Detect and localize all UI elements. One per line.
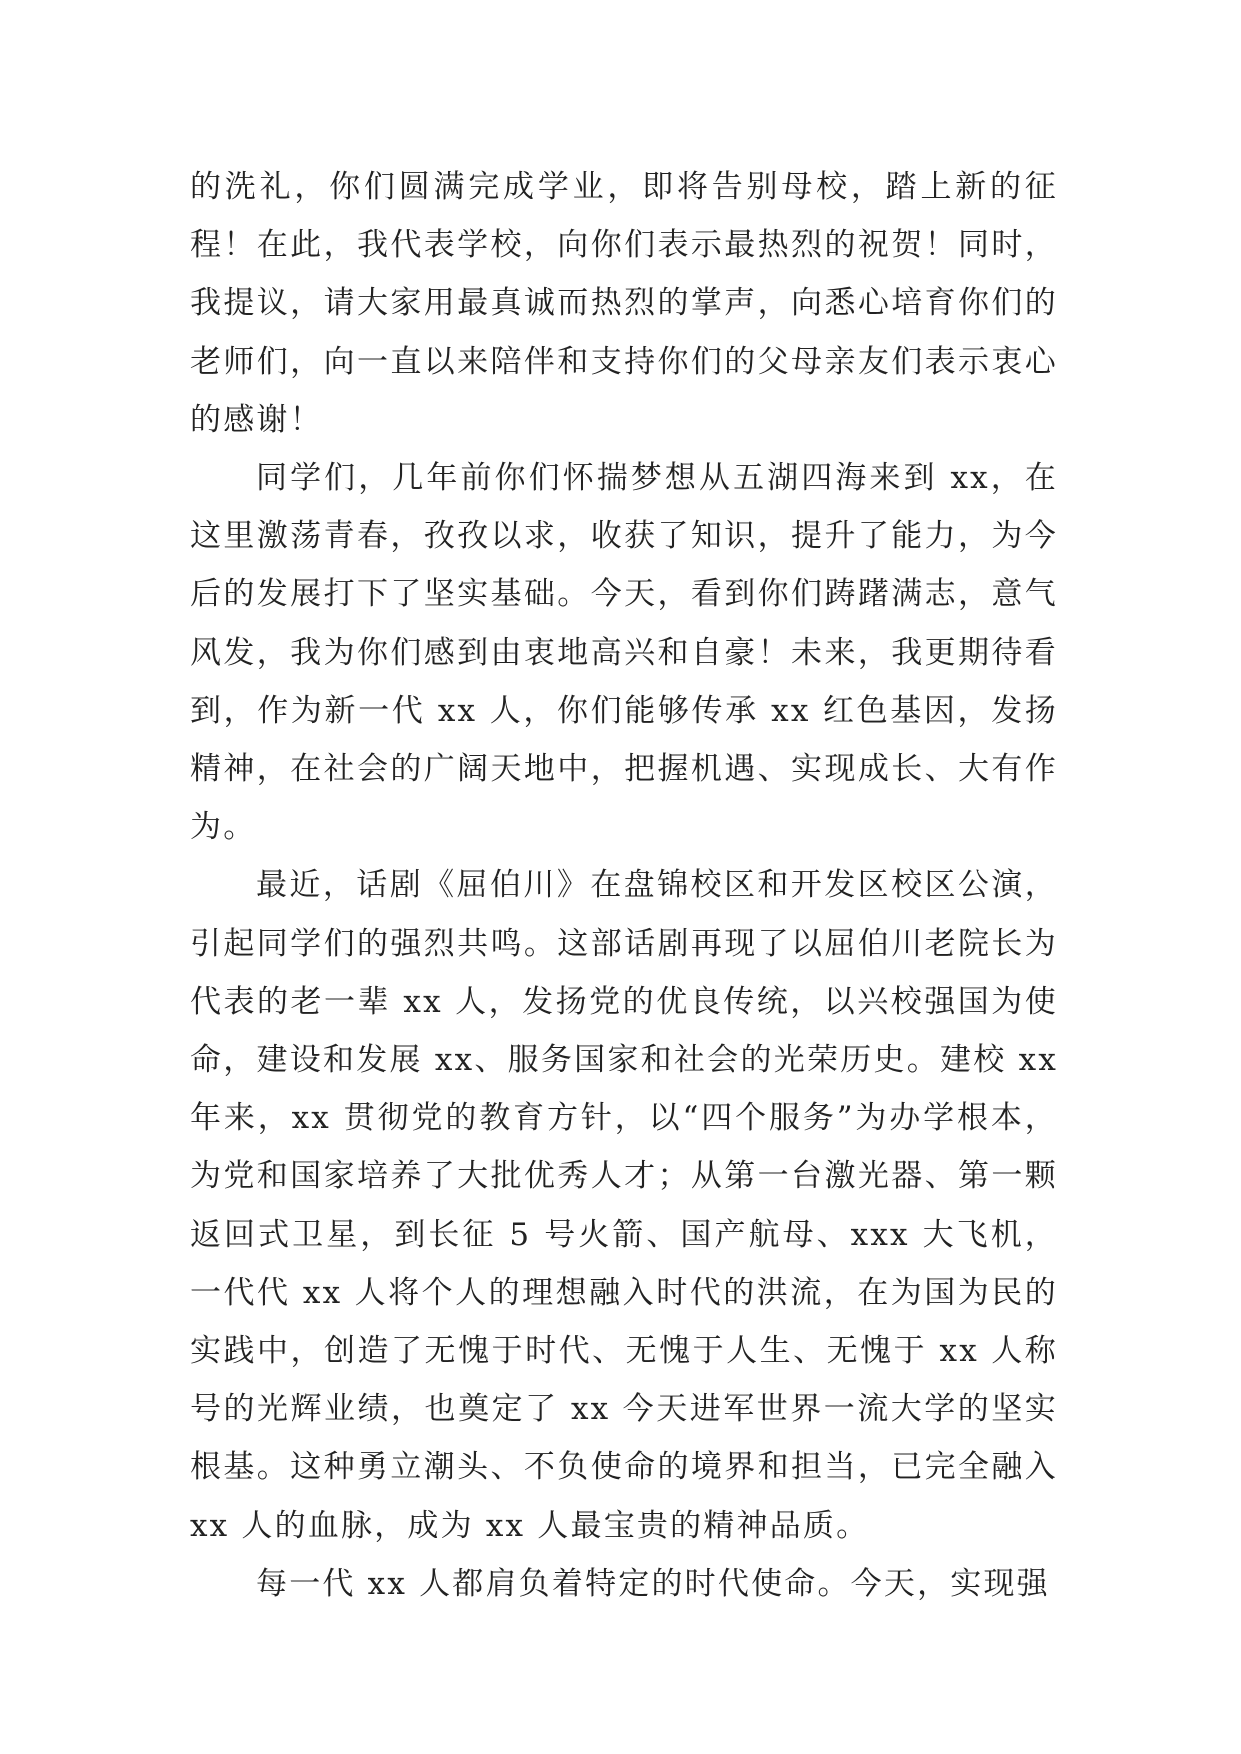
paragraph-congratulations: 的洗礼，你们圆满完成学业，即将告别母校，踏上新的征程！在此，我代表学校，向你们表示最热烈的祝贺！同时，我提议，请大家用最真诚而热烈的掌声，向悉心培育你们的老师们，向一直以来陪伴和支持你们的父母亲友们表示衷心的感谢！ [190, 169, 1058, 438]
document-body [190, 158, 1058, 1613]
paragraph-drama: 最近，话剧《屈伯川》在盘锦校区和开发区校区公演，引起同学们的强烈共鸣。这部话剧再现了以屈伯川老院长为代表的老一辈 xx 人，发扬党的优良传统，以兴校强国为使命，建设和发展 xx、服务国家和社会的光荣历史。建校 xx 年来，xx 贯彻党的教育方针，以“四个服务”为办学根本，为党和国家培养了大批优秀人才；从第一台激光器、第一颗返回式卫星，到长征 5 号火箭、国产航母、xxx 大飞机，一代代 xx 人将个人的理想融入时代的洪流，在为国为民的实践中，创造了无愧于时代、无愧于人生、无愧于 xx 人称号的光辉业绩，也奠定了 xx 今天进军世界一流大学的坚实根基。这种勇立潮头、不负使命的境界和担当，已完全融入 xx 人的血脉，成为 xx 人最宝贵的精神品质。 [190, 867, 1058, 1544]
paragraph-mission: 每一代 xx 人都肩负着特定的时代使命。今天，实现强 [256, 1565, 1050, 1602]
paragraph-students: 同学们，几年前你们怀揣梦想从五湖四海来到 xx，在这里激荡青春，孜孜以求，收获了知识，提升了能力，为今后的发展打下了坚实基础。今天，看到你们踌躇满志，意气风发，我为你们感到由衷地高兴和自豪！未来，我更期待看到，作为新一代 xx 人，你们能够传承 xx 红色基因，发扬精神，在社会的广阔天地中，把握机遇、实现成长、大有作为。 [190, 460, 1058, 846]
